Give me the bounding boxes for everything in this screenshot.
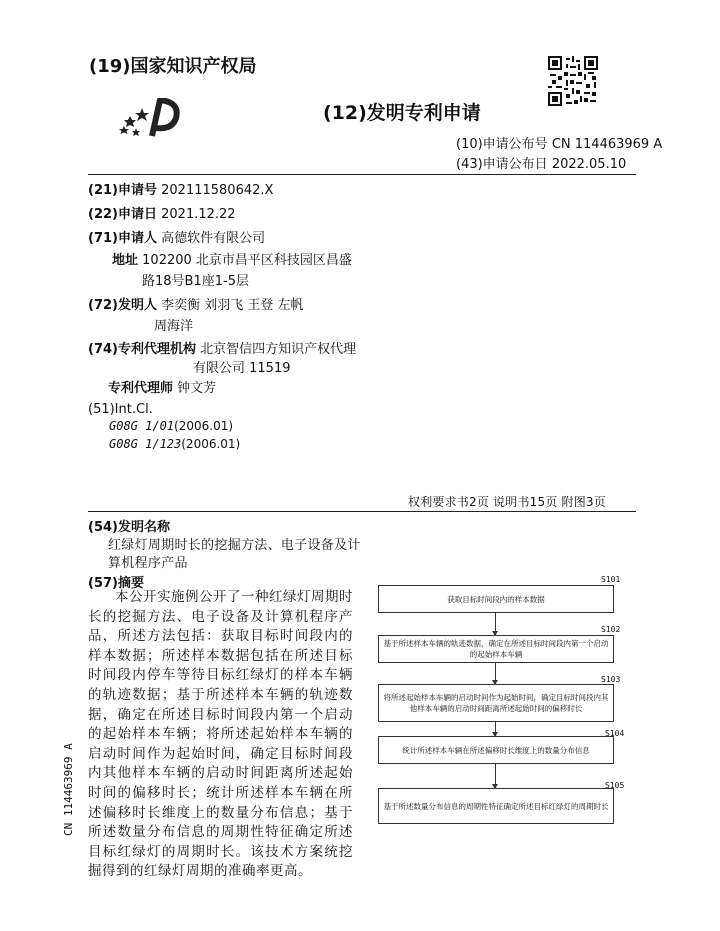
patent-agency-line2: 有限公司 11519 <box>193 361 291 376</box>
step-box-s102: 基于所述样本车辆的轨迹数据，确定在所述目标时间段内第一个启动的起始样本车辆 <box>378 635 614 663</box>
applicant-address-line2: 路18号B1座1-5层 <box>142 274 249 289</box>
arrow-down-icon <box>495 722 496 736</box>
inventors-line2: 周海洋 <box>154 319 194 334</box>
applicant: (71)申请人 高德软件有限公司 <box>88 231 266 246</box>
abstract-label: (57)摘要 <box>88 576 144 591</box>
step-id-s103: S103 <box>601 675 621 684</box>
arrow-down-icon <box>495 613 496 635</box>
invention-title-label: (54)发明名称 <box>88 520 170 535</box>
int-cl-class-1: G08G 1/01(2006.01) <box>109 419 234 433</box>
header-divider <box>88 174 636 175</box>
step-id-s105: S105 <box>605 781 625 790</box>
step-id-s104: S104 <box>605 729 625 738</box>
document-type: (12)发明专利申请 <box>323 102 481 124</box>
step-id-s101: S101 <box>601 575 621 584</box>
int-cl-class-2: G08G 1/123(2006.01) <box>109 437 241 451</box>
publication-number: (10)申请公布号 CN 114463969 A <box>456 137 663 152</box>
arrow-down-icon <box>495 663 496 684</box>
applicant-address: 地址 102200 北京市昌平区科技园区昌盛 <box>112 253 352 268</box>
abstract-text: 本公开实施例公开了一种红绿灯周期时长的挖掘方法、电子设备及计算机程序产品，所述方法包括：获取目标时间段内的样本数据；所述样本数据包括在所述目标时间段内停车等待目标红绿灯的样本车辆的轨迹数据；基于所述样本车辆的轨迹数据，确定在所述目标时间段内第一个启动的起始样本车辆；将所述起始样本车辆的启动时间作为起始时间，确定目标时间段内其他样本车辆的启动时间距离所述起始时间的偏移时长；统计所述样本车辆在所述偏移时长维度上的数量分布信息；基于所述数量分布信息的周期性特征确定所述目标红绿灯的周期时长。该技术方案统挖掘得到的红绿灯周期的准确率更高。 <box>88 589 353 880</box>
int-cl-label: (51)Int.Cl. <box>88 402 153 417</box>
invention-title-line1: 红绿灯周期时长的挖掘方法、电子设备及计 <box>108 538 361 553</box>
application-number: (21)申请号 202111580642.X <box>88 183 274 198</box>
invention-title-line2: 算机程序产品 <box>108 556 188 571</box>
step-box-s104: 统计所述样本车辆在所述偏移时长维度上的数量分布信息 <box>378 736 614 764</box>
pages-summary: 权利要求书2页 说明书15页 附图3页 <box>408 495 606 509</box>
step-box-s103: 将所述起始样本车辆的启动时间作为起始时间，确定目标时间段内其他样本车辆的启动时间距离所述起始时间的偏移时长 <box>378 684 614 722</box>
patent-agency: (74)专利代理机构 北京智信四方知识产权代理 <box>88 342 357 357</box>
publication-date: (43)申请公布日 2022.05.10 <box>456 157 627 172</box>
inventors: (72)发明人 李奕衡 刘羽飞 王登 左帆 <box>88 298 304 313</box>
side-publication-number: CN 114463969 A <box>62 743 75 836</box>
office-name: (19)国家知识产权局 <box>89 56 257 77</box>
body-divider <box>88 511 636 512</box>
qr-code-icon <box>548 56 598 106</box>
patent-agent: 专利代理师 钟文芳 <box>108 381 217 396</box>
application-date: (22)申请日 2021.12.22 <box>88 207 236 222</box>
arrow-down-icon <box>495 764 496 788</box>
cnipa-logo-icon <box>112 98 184 142</box>
step-box-s101: 获取目标时间段内的样本数据 <box>378 585 614 613</box>
step-id-s102: S102 <box>601 625 621 634</box>
step-box-s105: 基于所述数量分布信息的周期性特征确定所述目标红绿灯的周期时长 <box>378 788 614 824</box>
